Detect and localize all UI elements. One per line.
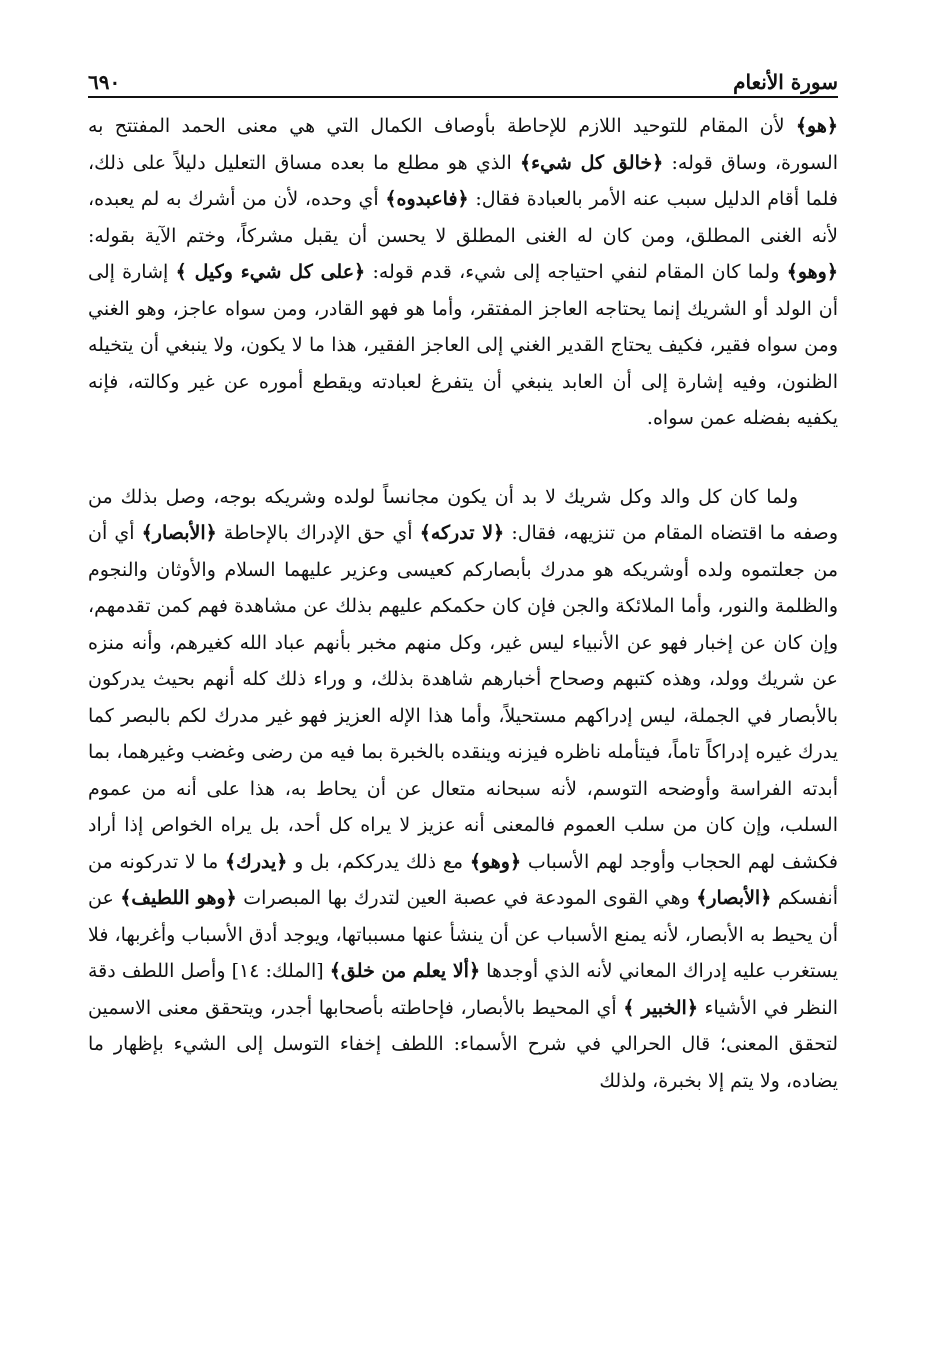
text-run: إشارة إلى أن الولد أو الشريك إنما يحتاجه العاجز المفتقر، وأما هو فهو القادر، ومن سواه عاجز، وهو الغني ومن سواه فقير، فكيف يحتاج القدير الغني إلى العاجز الفقير، هذا ما لا يكون، ولا ينبغي أن يتخيله الظنون، وفيه إشارة إلى أن العابد ينبغي أن يتفرغ لعبادته ويقطع أموره عن غير وكالته، فإنه يكفيه بفضله عمن سواه. [88,261,838,429]
text-run: وهي القوى المودعة في عصبة العين لتدرك بها المبصرات [236,887,697,909]
header-rule [88,96,838,98]
paragraph-1 [88,108,838,437]
quran-phrase: ﴿الأبصار﴾ [141,522,217,544]
page-header [88,58,838,94]
text-run: [الملك: ١٤] وأصل اللطف دقة النظر في الأشياء [88,960,839,1019]
text-run: الذي هو مطلع ما بعده مساق التعليل دليلاً على ذلك، فلما أقام الدليل سبب عنه الأمر بالعبادة فقال: [88,151,838,210]
page-body [88,108,838,1099]
text-run: ولما كان المقام لنفي احتياجه إلى شيء، قدم قوله: [365,261,787,283]
text-run: أي أن من جعلتموه ولده أوشريكه هو مدرك بأبصاركم كعيسى وعزير عليهما السلام والأوثان والنجوم والظلمة والنور، وأما الملائكة والجن فإن كان حكمكم عليهم بذلك عن مشاهدة فهم كمن تقدمهم، وإن كان عن إخبار فهو عن الأنبياء ليس غير، وكل منهم مخبر بأنهم عباد الله كغيرهم، وأنه منزه عن شريك وولد، وهذه كتبهم وصحاح أخبارهم شاهدة بذلك، و وراء ذلك كله أنهم بحيث يدركون بالأبصار في الجملة، ليس إدراكهم مستحيلاً، وأما هذا الإله العزيز فهو غير مدرك لكم بالبصر كما يدرك غيره إدراكاً تاماً، فيتأمله ناظره فيزنه وينقده بالخبرة بما فيه من رضى وغضب وغيرهما، بما أبدته الفراسة وأوضحه التوسم، لأنه سبحانه متعال عن أن يحاط به، هذا على أنه من عموم السلب، وإن كان من سلب العموم فالمعنى أنه عزيز لا يراه كل أحد، بل يراه الخواص إذا أراد فكشف لهم الحجاب وأوجد لهم الأسباب [88,522,838,873]
text-run: مع ذلك يدرككم، بل و [287,850,470,873]
quran-phrase: ﴿وهو﴾ [786,261,838,283]
quran-phrase: ﴿الخبير ﴾ [623,996,698,1019]
text-run: ولما كان كل والد وكل شريك لا بد أن يكون مجانساً لولده وشريكه بوجه، وصل بذلك من وصفه ما اقتضاه المقام من تنزيهه، فقال: [88,485,838,544]
text-run: أي المحيط بالأبصار، فإحاطته بأصحابها أجدر، ويتحقق معنى الاسمين لتحقق المعنى؛ قال الحرالي في شرح الأسماء: اللطف إخفاء التوسل إلى الشيء بإظهار ما يضاده، ولا يتم إلا بخبرة، ولذلك [88,996,838,1092]
quran-phrase: ﴿فاعبدوه﴾ [385,188,469,210]
quran-phrase: ﴿ألا يعلم من خلق﴾ [329,960,481,982]
surah-name: سورة الأنعام [733,70,838,94]
text-run: عن أن يحيط به الأبصار، لأنه يمنع الأسباب عن أن ينشأ عنها مسبباتها، ويوجد أدق الأسباب وأغربها، فلا يستغرب عليه إدراك المعاني لأنه الذي أوجدها [88,887,838,982]
page-number: ٦٩٠ [88,70,121,94]
quran-phrase: ﴿وهو اللطيف﴾ [120,887,237,909]
quran-phrase: ﴿لا تدركه﴾ [419,522,505,544]
text-run: أي حق الإدراك بالإحاطة [216,522,420,544]
quran-phrase: ﴿يدرك﴾ [225,850,288,873]
text-run: لأن المقام للتوحيد اللازم للإحاطة بأوصاف الكمال التي هي معنى الحمد المفتتح به السورة، وساق قوله: [88,115,838,174]
paragraph-2 [88,479,838,1100]
quran-phrase: ﴿خالق كل شيء﴾ [520,151,664,174]
text-run: أي وحده، لأن من أشرك به لم يعبده، لأنه الغنى المطلق، ومن كان له الغنى المطلق لا يحسن أن يقبل مشركاً، وختم الآية بقوله: [88,188,838,247]
quran-phrase: ﴿وهو﴾ [469,850,522,873]
quran-phrase: ﴿الأبصار﴾ [696,887,772,909]
quran-phrase: ﴿هو﴾ [795,115,838,137]
text-run: ما لا تدركونه من أنفسكم [88,850,838,909]
quran-phrase: ﴿على كل شيء وكيل ﴾ [175,261,366,283]
